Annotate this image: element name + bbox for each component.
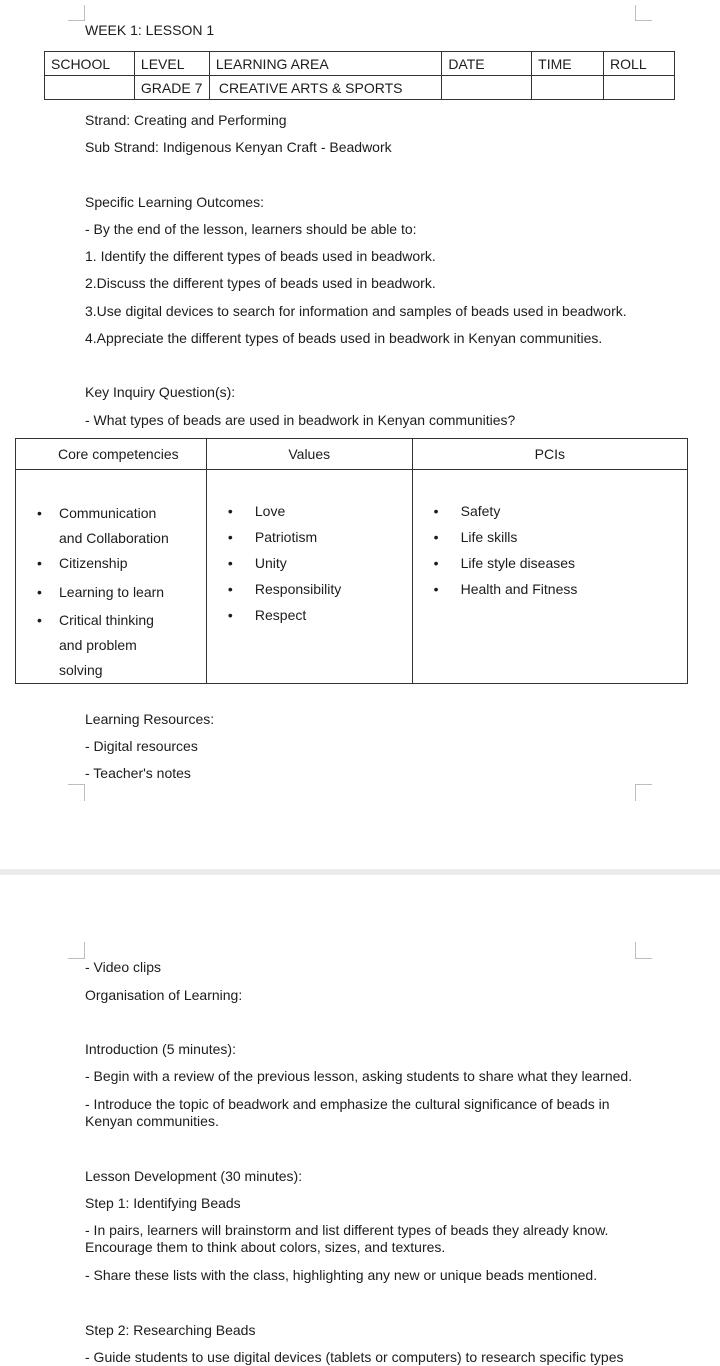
resource-item: - Video clips: [85, 959, 162, 975]
list-item: • Respect: [207, 603, 412, 628]
list-item: • Life skills: [413, 525, 687, 550]
strand-value: Creating and Performing: [134, 112, 287, 128]
header-cell-date: DATE: [442, 52, 532, 76]
step-2-line: [85, 1322, 255, 1339]
resource-item: - Digital resources: [85, 738, 198, 754]
strand-line: [85, 112, 287, 129]
list-item: • Citizenship: [16, 551, 206, 576]
step-1-item: - Share these lists with the class, highlighting any new or unique beads mentioned.: [85, 1267, 598, 1283]
header-cell-school: SCHOOL: [45, 52, 135, 76]
value-cell-time: [532, 76, 604, 100]
resource-item: - Teacher's notes: [85, 765, 191, 781]
slo-item: 1. Identify the different types of beads used in beadwork.: [85, 248, 436, 264]
values-cell: [206, 470, 412, 684]
kiq-heading: Key Inquiry Question(s):: [85, 384, 236, 400]
list-item: • Critical thinking and problem solving: [16, 608, 159, 683]
list-item: • Health and Fitness: [413, 577, 687, 602]
margin-corner-bottom-left: [68, 784, 85, 801]
margin-corner-top-right: [635, 5, 652, 21]
core-competencies-header: Core competencies: [16, 439, 207, 470]
list-item: • Communication and Collaboration: [16, 501, 179, 551]
step-1-label: Step 1:: [85, 1195, 130, 1211]
value-cell-learning-area: CREATIVE ARTS & SPORTS: [209, 76, 441, 100]
step-1-title: Identifying Beads: [133, 1195, 241, 1211]
slo-item: 3.Use digital devices to search for information and samples of beads used in beadwork.: [85, 303, 627, 319]
header-cell-learning-area: LEARNING AREA: [209, 52, 441, 76]
step-1-item: - In pairs, learners will brainstorm and list different types of beads they already know. Encourage them to think about colors, sizes, and textures.: [85, 1222, 609, 1255]
resources-heading: Learning Resources:: [85, 711, 215, 727]
introduction-heading: Introduction (5 minutes):: [85, 1041, 236, 1057]
value-cell-level: GRADE 7: [134, 76, 209, 100]
strand-label: Strand:: [85, 112, 131, 128]
competencies-table: [15, 438, 688, 684]
list-item: • Patriotism: [207, 525, 412, 550]
header-cell-time: TIME: [532, 52, 604, 76]
margin-corner-top-left: [68, 942, 85, 959]
organisation-heading: Organisation of Learning:: [85, 987, 243, 1003]
header-table-head-row: [45, 52, 675, 76]
pcis-header: PCIs: [412, 439, 687, 470]
step-2-title: Researching Beads: [133, 1322, 256, 1338]
header-table: [44, 51, 675, 100]
list-item: • Love: [207, 499, 412, 524]
value-cell-roll: [604, 76, 675, 100]
step-1-line: [85, 1195, 241, 1212]
pcis-list: [413, 499, 687, 602]
header-table-value-row: [45, 76, 675, 100]
margin-corner-bottom-right: [635, 784, 652, 801]
step-2-label: Step 2:: [85, 1322, 130, 1338]
slo-item: 2.Discuss the different types of beads used in beadwork.: [85, 275, 436, 291]
header-cell-level: LEVEL: [134, 52, 209, 76]
step-2-item: - Guide students to use digital devices (tablets or computers) to research specific types: [85, 1349, 624, 1365]
values-list: [207, 499, 412, 628]
substrand-label: Sub Strand:: [85, 139, 159, 155]
substrand-line: [85, 139, 392, 156]
core-list: [16, 501, 206, 683]
page-separator: [0, 869, 720, 875]
header-cell-roll: ROLL: [604, 52, 675, 76]
slo-intro: - By the end of the lesson, learners should be able to:: [85, 221, 417, 237]
intro-item: - Begin with a review of the previous lesson, asking students to share what they learned.: [85, 1068, 633, 1084]
margin-corner-top-right: [635, 942, 652, 959]
list-item: • Responsibility: [207, 577, 412, 602]
kiq-item: - What types of beads are used in beadwork in Kenyan communities?: [85, 412, 516, 428]
values-header: Values: [206, 439, 412, 470]
intro-item: - Introduce the topic of beadwork and emphasize the cultural significance of beads in Kenyan communities.: [85, 1096, 610, 1129]
value-cell-school: [45, 76, 135, 100]
week-title: WEEK 1: LESSON 1: [85, 22, 215, 38]
list-item: • Learning to learn: [16, 580, 206, 605]
competencies-head-row: [16, 439, 688, 470]
core-competencies-cell: [16, 470, 207, 684]
list-item: • Safety: [413, 499, 687, 524]
margin-corner-top-left: [68, 5, 85, 21]
pcis-cell: [412, 470, 687, 684]
value-cell-date: [442, 76, 532, 100]
slo-item: 4.Appreciate the different types of beads used in beadwork in Kenyan communities.: [85, 330, 603, 346]
lesson-development-heading: Lesson Development (30 minutes):: [85, 1168, 303, 1184]
substrand-value: Indigenous Kenyan Craft - Beadwork: [162, 139, 392, 155]
list-item: • Life style diseases: [413, 551, 687, 576]
slo-heading: Specific Learning Outcomes:: [85, 194, 264, 210]
competencies-body-row: [16, 470, 688, 684]
list-item: • Unity: [207, 551, 412, 576]
